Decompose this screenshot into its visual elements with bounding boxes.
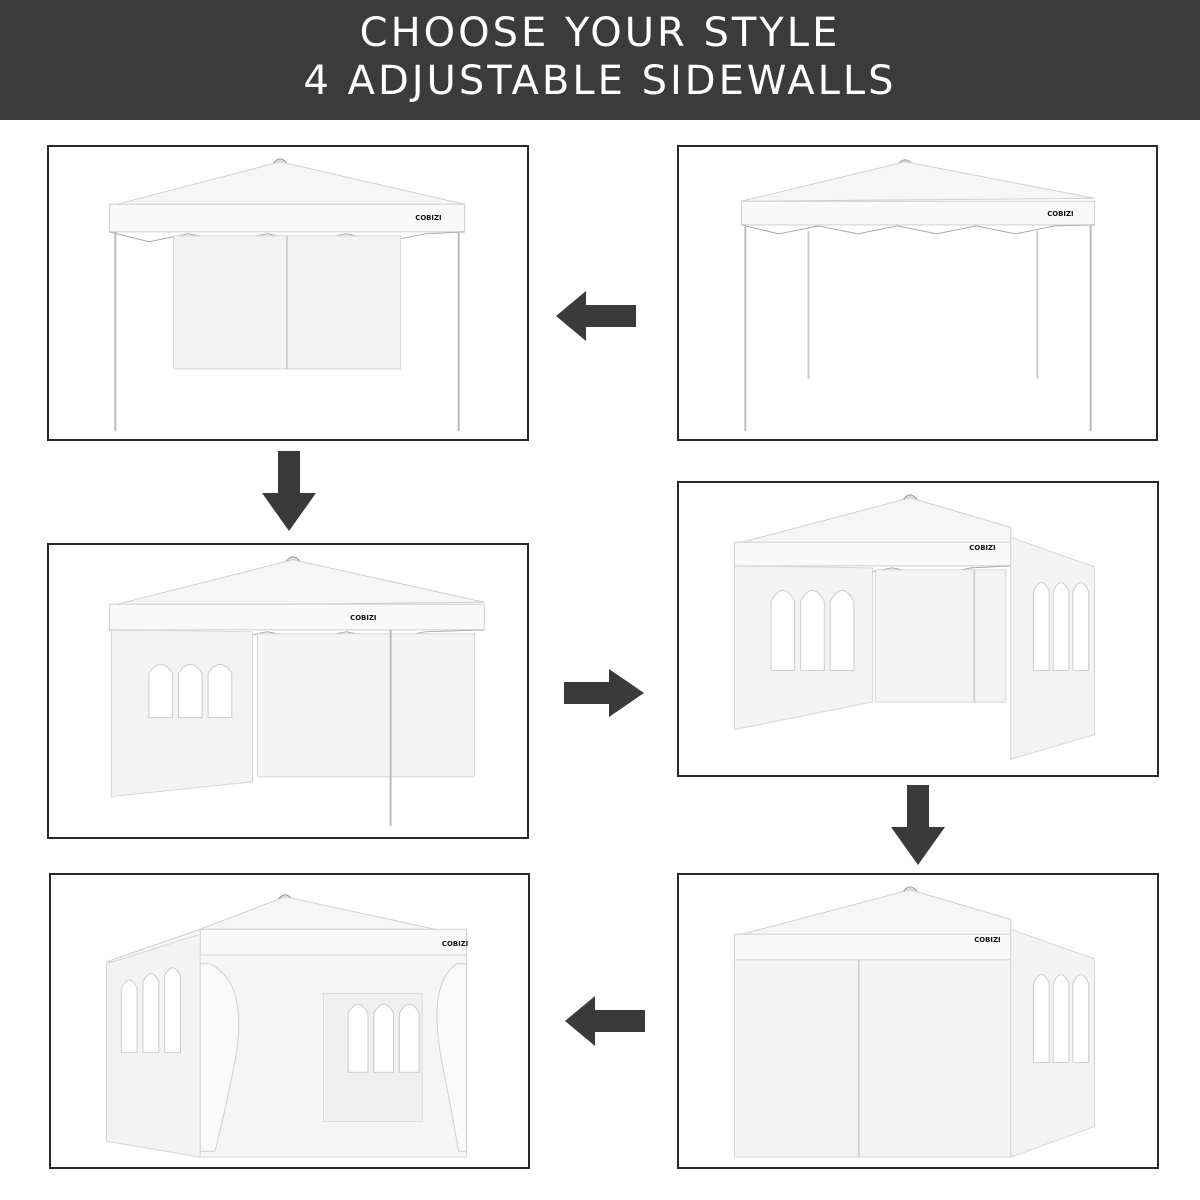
arrow-down-icon xyxy=(891,785,945,865)
canopy-tent-image xyxy=(49,545,527,837)
brand-label: COBIZI xyxy=(974,936,1001,945)
canopy-tent-image xyxy=(49,147,527,439)
panel-two-sidewalls xyxy=(47,543,529,839)
panel-four-sidewalls-closed xyxy=(677,873,1159,1169)
canopy-tent-image xyxy=(51,875,528,1167)
arrow-left-icon xyxy=(565,996,645,1046)
brand-label: COBIZI xyxy=(969,544,996,553)
brand-label: COBIZI xyxy=(1047,210,1074,219)
arrow-left-icon xyxy=(556,291,636,341)
panel-no-sidewalls xyxy=(677,145,1158,441)
header-title: CHOOSE YOUR STYLE xyxy=(359,10,841,56)
canopy-tent-image xyxy=(679,875,1157,1167)
panel-four-sidewalls-open-door xyxy=(49,873,530,1169)
canopy-tent-image xyxy=(679,147,1156,439)
brand-label: COBIZI xyxy=(350,613,377,622)
header-banner xyxy=(0,0,1200,120)
header-subtitle: 4 ADJUSTABLE SIDEWALLS xyxy=(303,58,897,104)
arrow-right-icon xyxy=(564,669,644,717)
brand-label: COBIZI xyxy=(441,940,469,949)
brand-label: COBIZI xyxy=(415,214,442,222)
arrow-down-icon xyxy=(262,451,316,531)
panel-one-sidewall xyxy=(47,145,529,441)
panel-three-sidewalls xyxy=(677,481,1159,777)
canopy-tent-image xyxy=(679,483,1157,775)
